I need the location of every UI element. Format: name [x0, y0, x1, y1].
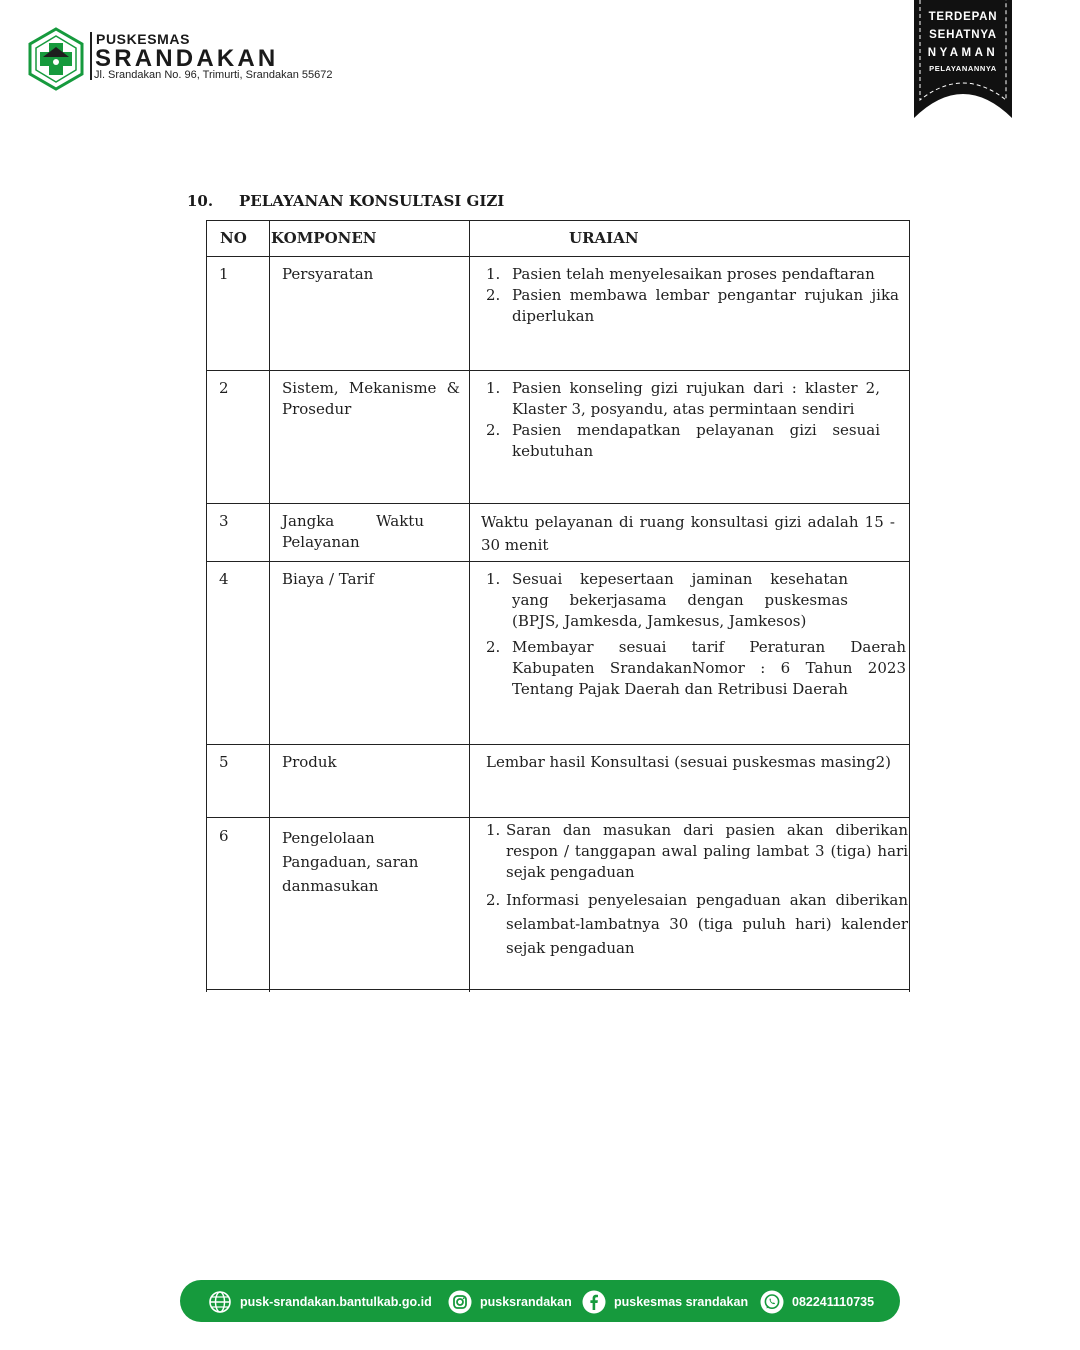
- list-item: [486, 285, 899, 327]
- row-1-uraian: [486, 264, 899, 327]
- row-divider: [206, 370, 910, 371]
- whatsapp-icon: [760, 1290, 784, 1314]
- whatsapp-text: 082241110735: [792, 1295, 875, 1309]
- row-3-komponen: Jangka Waktu Pelayanan: [282, 512, 424, 551]
- row-2-komponen: Sistem, Mekanisme & Prosedur: [282, 379, 460, 418]
- item-number: 1.: [486, 570, 501, 588]
- row-6-komponen: Pengelolaan Pangaduan, saran danmasukan: [282, 829, 419, 895]
- row-5-no: 5: [219, 753, 229, 771]
- row-divider: [206, 817, 910, 818]
- row-divider: [206, 256, 910, 257]
- row-3-uraian: Waktu pelayanan di ruang konsultasi gizi adalah 15 - 30 menit: [481, 513, 895, 554]
- item-text: Sesuai kepesertaan jaminan kesehatan yang bekerjasama dengan puskesmas (BPJS, Jamkesda, Jamkesus, Jamkesos): [512, 570, 848, 630]
- row-1-no: 1: [219, 265, 229, 283]
- row-5-komponen: Produk: [282, 753, 337, 771]
- list-item: [486, 420, 880, 462]
- row-5-uraian: Lembar hasil Konsultasi (sesuai puskesmas masing2): [486, 753, 891, 771]
- slogan-line-2: SEHATNYA: [929, 29, 997, 41]
- slogan-line-1: TERDEPAN: [928, 11, 998, 23]
- whatsapp-link[interactable]: [760, 1290, 874, 1314]
- puskesmas-logo: [27, 27, 85, 91]
- item-text: Pasien mendapatkan pelayanan gizi sesuai kebutuhan: [512, 421, 880, 460]
- facebook-icon: [582, 1290, 606, 1314]
- item-number: 2.: [486, 891, 501, 909]
- instagram-link[interactable]: [448, 1290, 572, 1314]
- list-item: [486, 637, 906, 700]
- item-number: 2.: [486, 421, 501, 439]
- row-4-komponen: Biaya / Tarif: [282, 570, 375, 588]
- facebook-link[interactable]: [582, 1290, 748, 1314]
- column-divider: [269, 220, 270, 992]
- item-number: 2.: [486, 638, 501, 656]
- item-number: 1.: [486, 379, 501, 397]
- facebook-text: puskesmas srandakan: [614, 1295, 749, 1309]
- row-1-komponen: Persyaratan: [282, 265, 374, 283]
- item-text: Pasien konseling gizi rujukan dari : klaster 2, Klaster 3, posyandu, atas permintaan sendiri: [512, 379, 880, 418]
- item-text: Saran dan masukan dari pasien akan diberikan respon / tanggapan awal paling lambat 3 (tiga) hari sejak pengaduan: [506, 821, 908, 881]
- section-title: [187, 192, 504, 210]
- item-number: 2.: [486, 286, 501, 304]
- item-text: Pasien membawa lembar pengantar rujukan jika diperlukan: [512, 286, 899, 325]
- item-number: 1.: [486, 265, 501, 283]
- slogan-line-3: NYAMAN: [927, 47, 999, 59]
- row-2-no: 2: [219, 379, 229, 397]
- brand-divider: [90, 32, 92, 80]
- globe-icon: [208, 1290, 232, 1314]
- list-item: [486, 378, 880, 420]
- section-heading: PELAYANAN KONSULTASI GIZI: [239, 192, 505, 210]
- instagram-text: pusksrandakan: [480, 1295, 572, 1309]
- section-number: 10.: [187, 192, 214, 210]
- brand-address: Jl. Srandakan No. 96, Trimurti, Srandakan 55672: [94, 69, 333, 81]
- list-item: [486, 888, 908, 960]
- list-item: [486, 569, 848, 632]
- row-divider: [206, 561, 910, 562]
- row-6-no: 6: [219, 827, 229, 845]
- row-2-uraian: [486, 378, 880, 462]
- row-divider: [206, 503, 910, 504]
- website-link[interactable]: [208, 1290, 432, 1314]
- website-text: pusk-srandakan.bantulkab.go.id: [240, 1295, 432, 1309]
- row-divider: [206, 744, 910, 745]
- item-number: 1.: [486, 821, 501, 839]
- row-6-uraian: [486, 820, 908, 960]
- brand-subtitle: PUSKESMAS: [96, 31, 191, 47]
- header-komponen: KOMPONEN: [271, 229, 377, 247]
- item-text: Pasien telah menyelesaikan proses pendaftaran: [512, 265, 875, 283]
- list-item: [486, 820, 908, 883]
- brand-name: SRANDAKAN: [95, 45, 279, 72]
- item-text: Membayar sesuai tarif Peraturan Daerah Kabupaten SrandakanNomor : 6 Tahun 2023 Tentang Pajak Daerah dan Retribusi Daerah: [512, 638, 906, 698]
- header-uraian: URAIAN: [569, 229, 639, 247]
- row-4-no: 4: [219, 570, 229, 588]
- row-3-no: 3: [219, 512, 229, 530]
- instagram-icon: [448, 1290, 472, 1314]
- list-item: [486, 264, 899, 285]
- slogan-text: [914, 8, 1012, 76]
- slogan-line-4: PELAYANANNYA: [929, 64, 997, 73]
- row-4-uraian: [486, 569, 906, 700]
- item-text: Informasi penyelesaian pengaduan akan diberikan selambat-lambatnya 30 (tiga puluh hari) kalender sejak pengaduan: [506, 891, 908, 957]
- row-divider: [206, 989, 910, 990]
- column-divider: [469, 220, 470, 992]
- header-no: NO: [220, 229, 247, 247]
